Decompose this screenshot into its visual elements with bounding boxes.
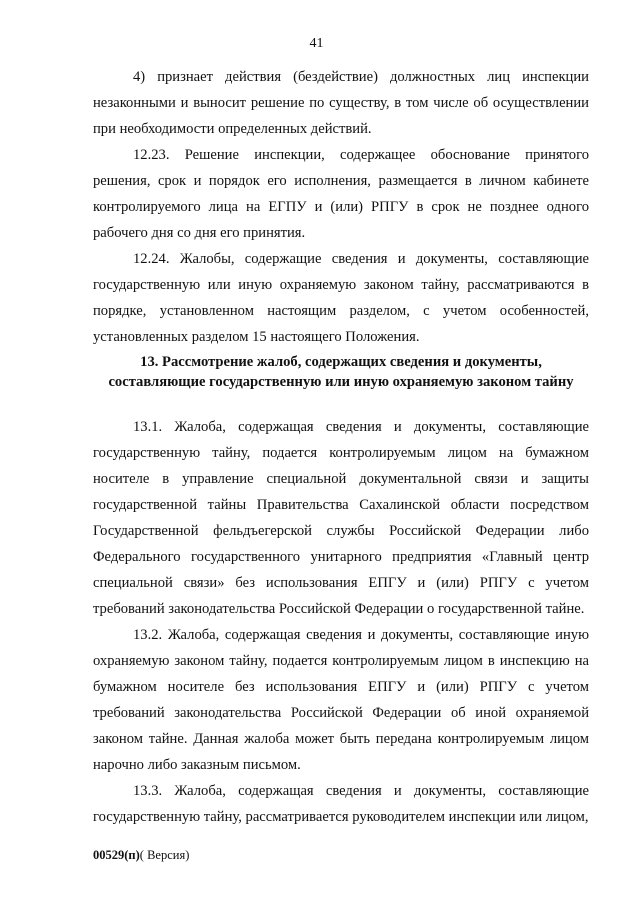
document-version: ( Версия) — [139, 848, 190, 862]
paragraph-13-2: 13.2. Жалоба, содержащая сведения и документы, составляющие иную охраняемую законом тайну, подается контролируемым лицом в инспекцию на бумажном носителе без использования ЕПГУ и (или) РПГУ с учетом требований законодательства Российской Федерации об иной охраняемой законом тайне. Данная жалоба может быть передана контролируемым лицом нарочно либо заказным письмом. — [93, 627, 589, 773]
document-code: 00529(п) — [93, 848, 140, 862]
paragraph-13-3: 13.3. Жалоба, содержащая сведения и документы, составляющие государственную тайну, рассматривается руководителем инспекции или лицом, — [93, 783, 589, 825]
spacer — [93, 392, 589, 414]
paragraph-item-4: 4) признает действия (бездействие) должностных лиц инспекции незаконными и выносит решение по существу, в том числе об осуществлении при необходимости определенных действий. — [93, 69, 589, 137]
paragraph-13-1: 13.1. Жалоба, содержащая сведения и документы, составляющие государственную тайну, подается контролируемым лицом на бумажном носителе в управление специальной документальной связи и защиты государственной тайны Правительства Сахалинской области посредством Государственной фельдъегерской службы Российской Федерации либо Федерального государственного унитарного предприятия «Главный центр специальной связи» без использования ЕПГУ и (или) РПГУ с учетом требований законодательства Российской Федерации о государственной тайне. — [93, 419, 589, 617]
page-number: 41 — [309, 36, 324, 51]
footer — [93, 848, 189, 863]
section-heading: 13. Рассмотрение жалоб, содержащих сведения и документы, составляющие государственную или иную охраняемую законом тайну — [108, 354, 574, 390]
paragraph-12-23: 12.23. Решение инспекции, содержащее обоснование принятого решения, срок и порядок его исполнения, размещается в личном кабинете контролируемого лица на ЕГПУ и (или) РПГУ в срок не позднее одного рабочего дня со дня его принятия. — [93, 147, 589, 241]
document-body — [93, 64, 589, 830]
paragraph-12-24: 12.24. Жалобы, содержащие сведения и документы, составляющие государственную или иную охраняемую законом тайну, рассматриваются в порядке, установленном настоящим разделом, с учетом особенностей, установленных разделом 15 настоящего Положения. — [93, 251, 589, 345]
